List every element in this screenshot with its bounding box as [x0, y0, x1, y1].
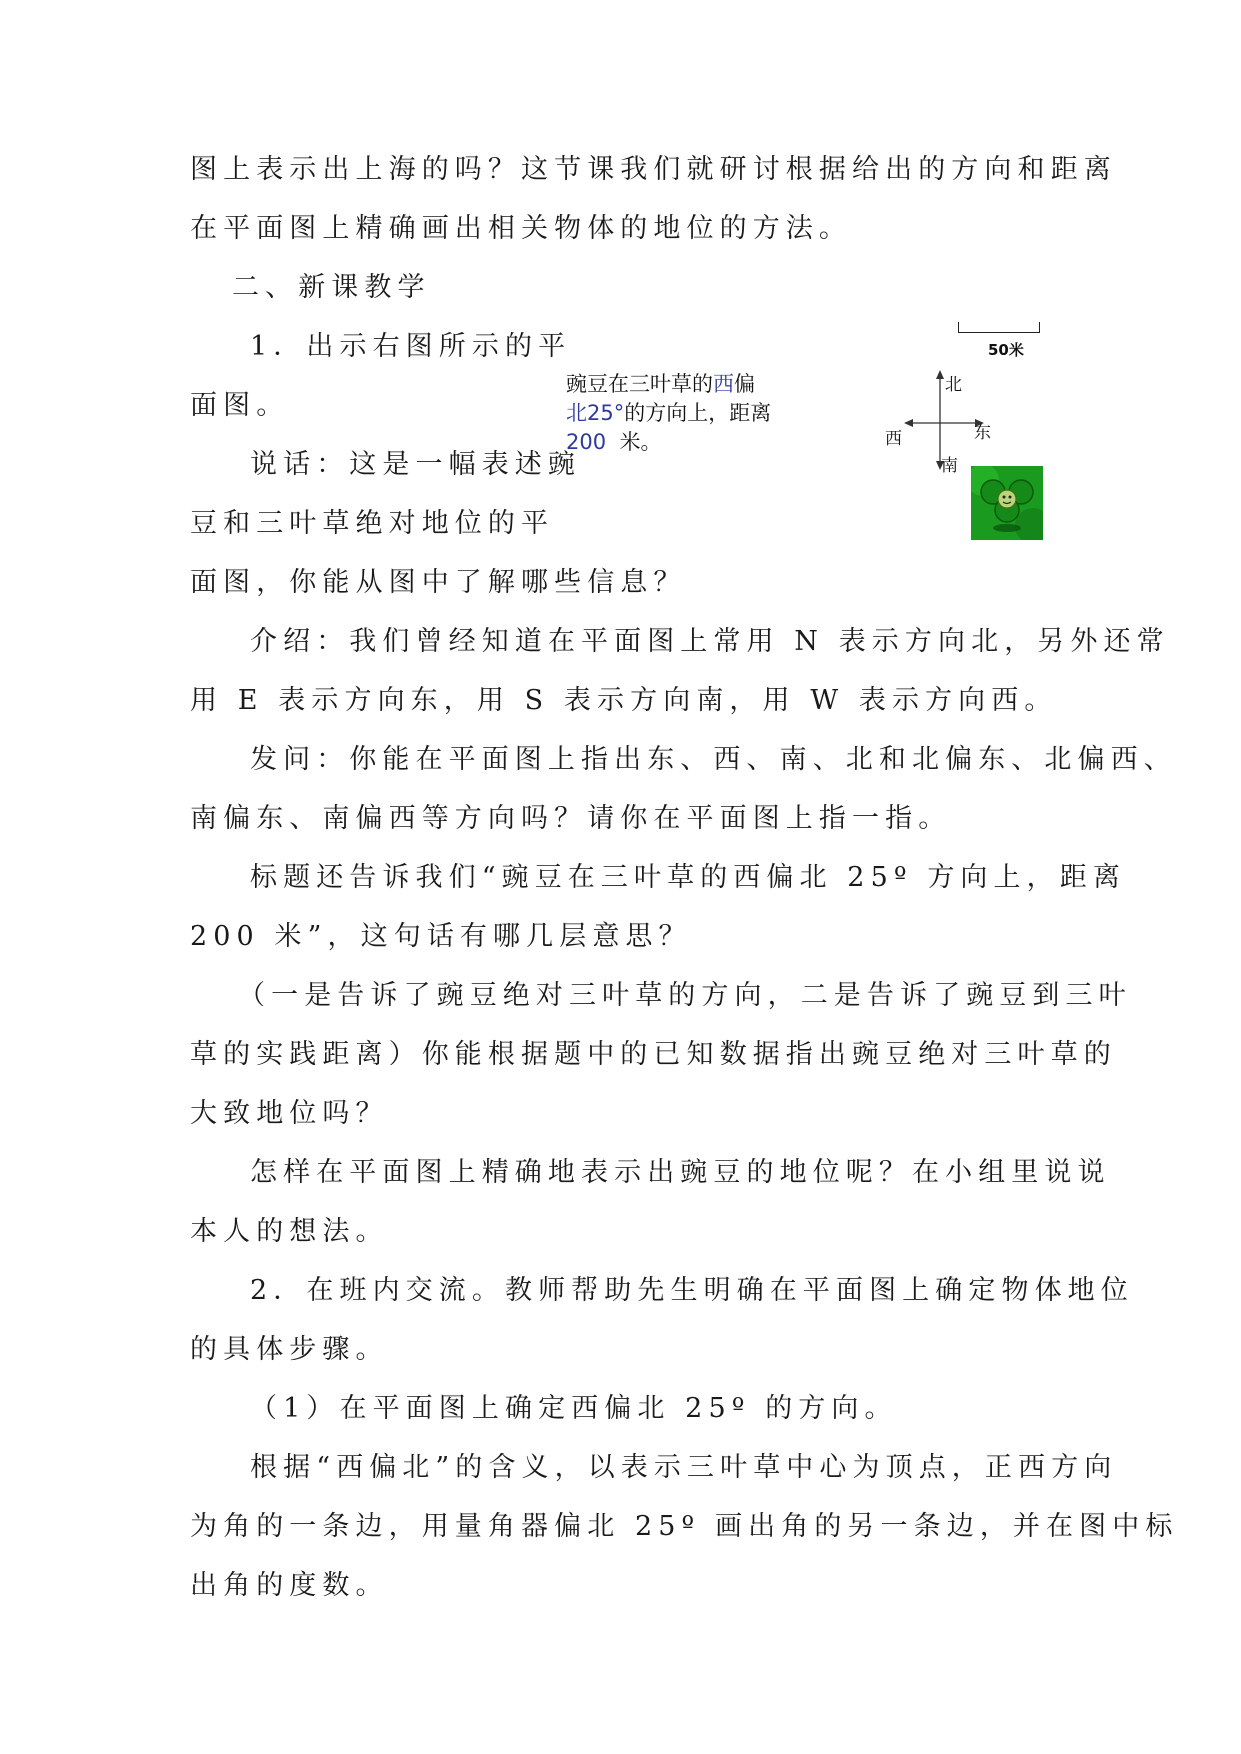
paragraph-line: 大致地位吗？ [190, 1098, 389, 1129]
paragraph-line: 怎样在平面图上精确地表示出豌豆的地位呢？在小组里说说 [250, 1157, 1111, 1188]
paragraph-line: 介绍：我们曾经知道在平面图上常用 N 表示方向北，另外还常 [250, 626, 1170, 657]
scale-label: 50米 [988, 341, 1024, 359]
paragraph-line: 发问：你能在平面图上指出东、西、南、北和北偏东、北偏西、 [250, 744, 1177, 775]
caption-text: 偏 [734, 372, 755, 396]
caption-text: 豌豆在三叶草的 [566, 372, 713, 396]
compass-north-label: 北 [945, 375, 962, 395]
paragraph-line: 图上表示出上海的吗？这节课我们就研讨根据给出的方向和距离 [190, 154, 1117, 185]
caption-text: 米。 [619, 430, 662, 454]
paragraph-line: （1）在平面图上确定西偏北 25º 的方向。 [250, 1393, 898, 1424]
paragraph-line: 在平面图上精确画出相关物体的地位的方法。 [190, 213, 852, 244]
paragraph-line: 的具体步骤。 [190, 1334, 389, 1365]
paragraph-line: 根据“西偏北”的含义，以表示三叶草中心为顶点，正西方向 [250, 1452, 1118, 1483]
paragraph-line: 豆和三叶草绝对地位的平 [190, 508, 555, 539]
compass-south-label: 南 [941, 456, 958, 476]
paragraph-line: 面图，你能从图中了解哪些信息？ [190, 567, 687, 598]
caption-distance: 200 [566, 430, 607, 454]
paragraph-line: 面图。 [190, 390, 290, 421]
paragraph-line: 草的实践距离）你能根据题中的已知数据指出豌豆绝对三叶草的 [190, 1039, 1117, 1070]
paragraph-line: 说话：这是一幅表述豌 [250, 449, 581, 480]
section-heading: 二、新课教学 [232, 272, 431, 303]
paragraph-line: 标题还告诉我们“豌豆在三叶草的西偏北 25º 方向上，距离 [250, 862, 1126, 893]
paragraph-line: 为角的一条边，用量角器偏北 25º 画出角的另一条边，并在图中标 [190, 1511, 1179, 1542]
caption-west: 西 [713, 372, 734, 396]
scale-bar [958, 322, 1040, 333]
paragraph-line: 1．出示右图所示的平 [250, 331, 572, 362]
paragraph-line: 200 米”，这句话有哪几层意思？ [190, 921, 692, 952]
paragraph-line: 本人的想法。 [190, 1216, 389, 1247]
paragraph-line: 出角的度数。 [190, 1570, 389, 1601]
caption-text: 的方向上，距离 [624, 401, 772, 425]
paragraph-line: （一是告诉了豌豆绝对三叶草的方向，二是告诉了豌豆到三叶 [238, 980, 1132, 1011]
figure-caption [566, 370, 791, 457]
paragraph-line: 南偏东、南偏西等方向吗？请你在平面图上指一指。 [190, 803, 952, 834]
compass-west-label: 西 [885, 429, 902, 449]
paragraph-line: 用 E 表示方向东，用 S 表示方向南，用 W 表示方向西。 [190, 685, 1058, 716]
compass [880, 366, 1020, 476]
clover-icon [971, 466, 1043, 540]
caption-angle: 北25° [566, 401, 625, 425]
clover-image [971, 466, 1043, 540]
paragraph-line: 2．在班内交流。教师帮助先生明确在平面图上确定物体地位 [250, 1275, 1134, 1306]
compass-east-label: 东 [974, 423, 991, 443]
